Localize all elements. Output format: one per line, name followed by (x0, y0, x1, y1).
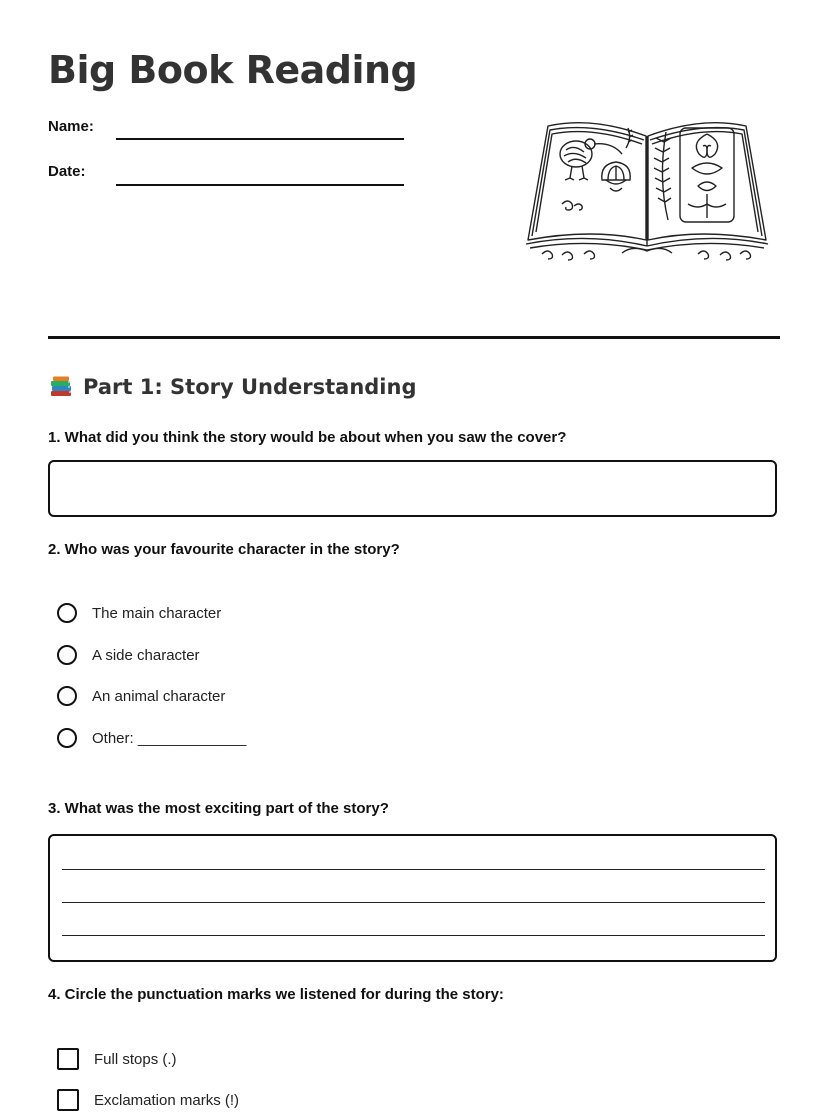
section-divider (48, 336, 780, 339)
option-label: Exclamation marks (!) (94, 1091, 240, 1109)
books-icon (48, 374, 74, 400)
worksheet-title: Big Book Reading (48, 48, 418, 92)
open-book-illustration (522, 108, 772, 264)
writing-line (62, 935, 765, 936)
question-3: 3. What was the most exciting part of the story? (48, 800, 389, 817)
radio-button[interactable] (57, 603, 77, 623)
checkbox[interactable] (57, 1048, 79, 1070)
question-1-answer[interactable] (48, 460, 777, 517)
writing-line (62, 869, 765, 870)
option-label: A side character (92, 646, 200, 664)
date-label: Date: (48, 163, 86, 180)
radio-button[interactable] (57, 728, 77, 748)
question-4: 4. Circle the punctuation marks we listened for during the story: (48, 986, 504, 1003)
option-label: Other: _____________ (92, 729, 247, 747)
q4-option-full-stops[interactable] (57, 1048, 177, 1070)
question-2: 2. Who was your favourite character in the story? (48, 541, 400, 558)
option-label: The main character (92, 604, 222, 622)
part1-title-text: Part 1: Story Understanding (83, 375, 417, 399)
checkbox[interactable] (57, 1089, 79, 1111)
writing-line (62, 902, 765, 903)
name-label: Name: (48, 118, 94, 135)
q2-option-animal-character[interactable] (57, 686, 225, 706)
q4-option-exclamation-marks[interactable] (57, 1089, 239, 1111)
date-field[interactable] (116, 166, 404, 186)
name-field[interactable] (116, 120, 404, 140)
q2-option-side-character[interactable] (57, 645, 200, 665)
q2-option-main-character[interactable] (57, 603, 221, 623)
part1-title (48, 374, 416, 400)
question-3-answer[interactable] (48, 834, 777, 962)
radio-button[interactable] (57, 645, 77, 665)
option-label: An animal character (92, 687, 226, 705)
option-label: Full stops (.) (94, 1050, 177, 1068)
question-1: 1. What did you think the story would be about when you saw the cover? (48, 429, 567, 446)
radio-button[interactable] (57, 686, 77, 706)
q2-option-other[interactable] (57, 728, 246, 748)
